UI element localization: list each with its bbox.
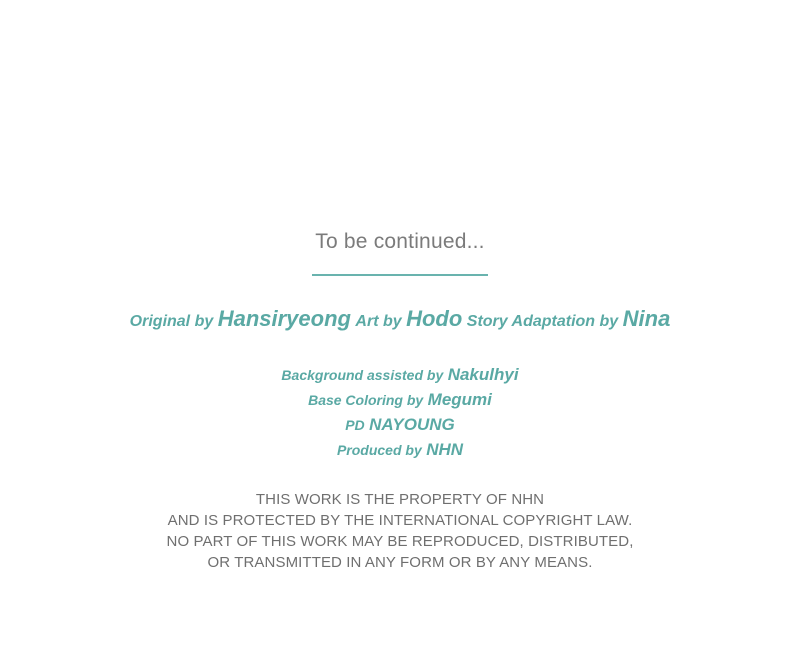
story-adaptation-label: Story Adaptation by <box>466 313 619 330</box>
base-coloring-label: Base Coloring by <box>308 392 424 408</box>
to-be-continued-text: To be continued... <box>315 230 485 253</box>
background-assist-label: Background assisted by <box>281 367 444 383</box>
sub-credit-row <box>0 438 800 463</box>
base-coloring-name: Megumi <box>427 390 492 409</box>
art-by-label: Art by <box>355 313 402 330</box>
copyright-notice <box>0 489 800 573</box>
credits-block <box>0 228 800 573</box>
copyright-line: NO PART OF THIS WORK MAY BE REPRODUCED, DISTRIBUTED, <box>166 533 634 550</box>
copyright-line: OR TRANSMITTED IN ANY FORM OR BY ANY MEANS. <box>207 554 593 571</box>
original-by-label: Original by <box>129 313 214 330</box>
sub-credit-row <box>0 363 800 388</box>
story-adapter-name: Nina <box>622 306 671 331</box>
sub-credit-row <box>0 413 800 438</box>
background-assist-name: Nakulhyi <box>447 365 519 384</box>
original-author-name: Hansiryeong <box>217 306 351 331</box>
artist-name: Hodo <box>406 306 463 331</box>
divider <box>312 274 488 276</box>
pd-label: PD <box>345 417 365 433</box>
sub-credit-row <box>0 388 800 413</box>
copyright-line: THIS WORK IS THE PROPERTY OF NHN <box>255 491 545 508</box>
sub-credits-list <box>0 363 800 463</box>
produced-by-label: Produced by <box>336 442 422 458</box>
byline <box>0 304 800 337</box>
copyright-line: AND IS PROTECTED BY THE INTERNATIONAL COPYRIGHT LAW. <box>167 512 633 529</box>
producer-name: NHN <box>426 440 464 459</box>
pd-name: NAYOUNG <box>369 415 455 434</box>
